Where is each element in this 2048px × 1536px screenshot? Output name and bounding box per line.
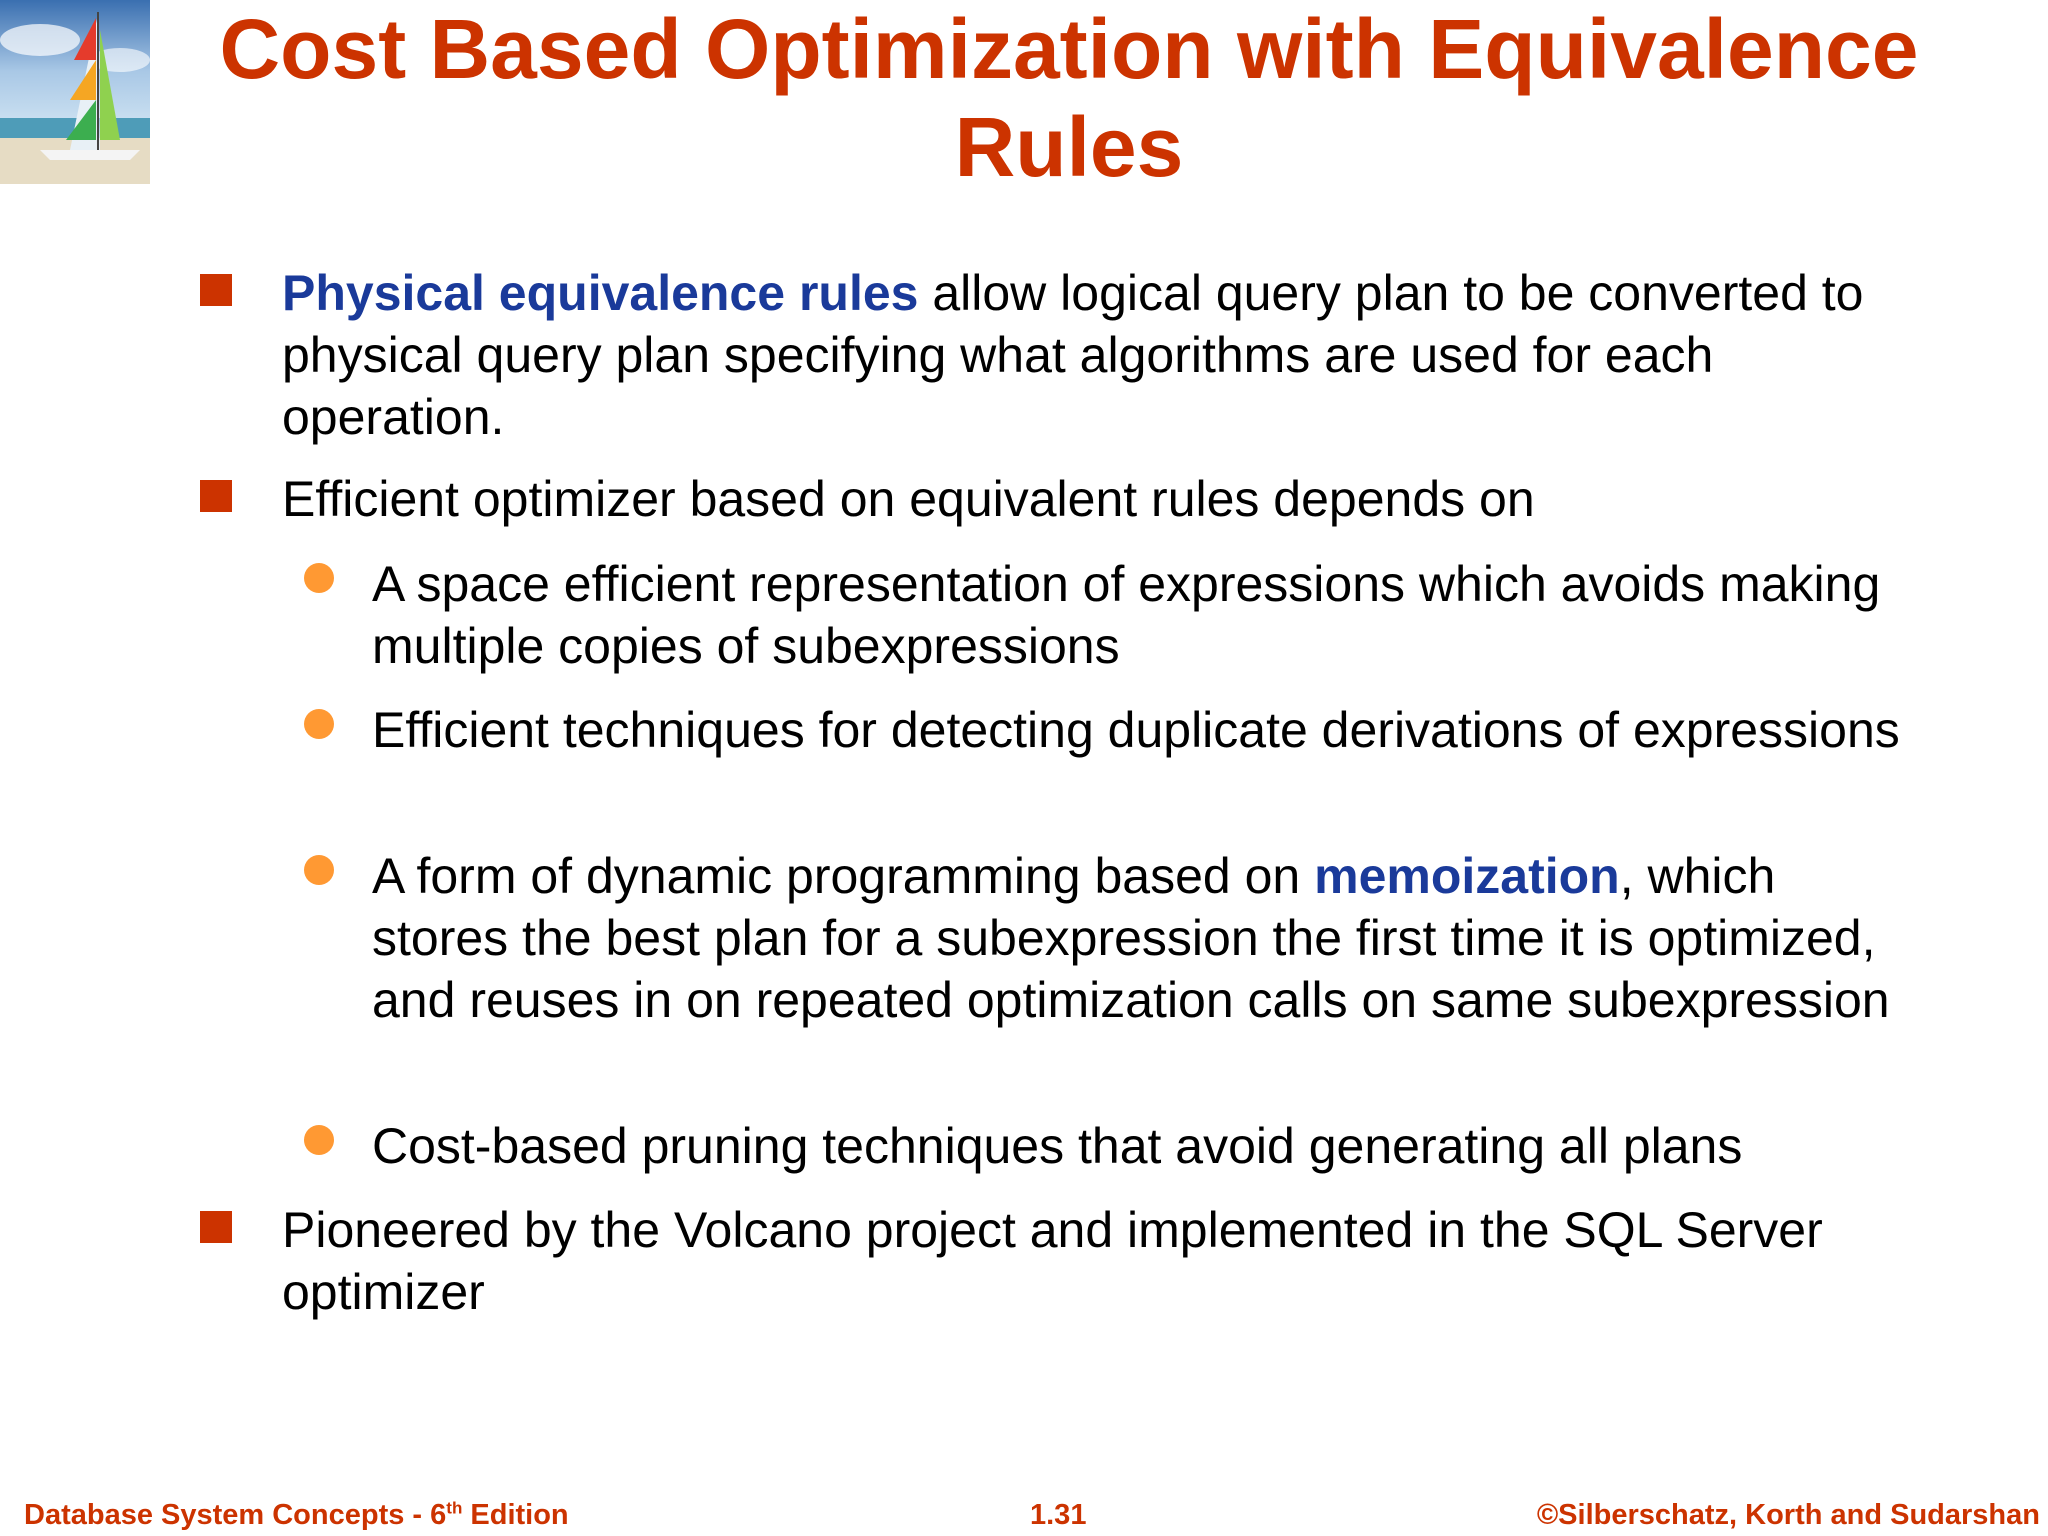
footer-copyright: ©Silberschatz, Korth and Sudarshan: [1536, 1499, 2040, 1531]
highlight-memoization: memoization: [1314, 848, 1620, 904]
subbullet-duplicate-detection: [372, 699, 1902, 761]
subbullet-space-efficient: [372, 553, 1902, 677]
subbullet-text: A space efficient representation of expressions which avoids making multiple copies of subexpressions: [372, 556, 1881, 674]
page-number: 1.31: [1030, 1499, 1087, 1531]
square-bullet-icon: [200, 480, 232, 512]
bullet-text: Efficient optimizer based on equivalent rules depends on: [282, 471, 1535, 527]
subbullet-dynamic-programming: [372, 845, 1902, 1031]
bullet-physical-equivalence: [282, 262, 1902, 448]
footer-book-title-text: Database System Concepts - 6: [24, 1499, 447, 1531]
subbullet-text: A form of dynamic programming based on: [372, 848, 1315, 904]
subbullet-cost-based-pruning: [372, 1115, 1902, 1177]
footer-edition-text: Edition: [462, 1499, 569, 1531]
subbullet-text: , which stores the best plan for a subexpression the first time it is optimized, and reuses in on repeated optimization calls on same subexpression: [372, 848, 1890, 1028]
round-bullet-icon: [304, 709, 334, 739]
slide-title: Cost Based Optimization with Equivalence Rules: [219, 2, 1919, 194]
bullet-volcano: [282, 1199, 1902, 1323]
bullet-text: Pioneered by the Volcano project and implemented in the SQL Server optimizer: [282, 1202, 1823, 1320]
footer-superscript: th: [446, 1498, 463, 1518]
footer-book-title: [24, 1497, 569, 1533]
round-bullet-icon: [304, 563, 334, 593]
round-bullet-icon: [304, 855, 334, 885]
bullet-text: allow logical query plan to be converted to physical query plan specifying what algorithms are used for each operation.: [282, 265, 1864, 445]
subbullet-text: Efficient techniques for detecting duplicate derivations of expressions: [372, 702, 1900, 758]
square-bullet-icon: [200, 1211, 232, 1243]
round-bullet-icon: [304, 1125, 334, 1155]
highlight-physical-equivalence-rules: Physical equivalence rules: [282, 265, 919, 321]
subbullet-text: Cost-based pruning techniques that avoid generating all plans: [372, 1118, 1743, 1174]
square-bullet-icon: [200, 274, 232, 306]
bullet-efficient-optimizer: [282, 468, 1902, 530]
